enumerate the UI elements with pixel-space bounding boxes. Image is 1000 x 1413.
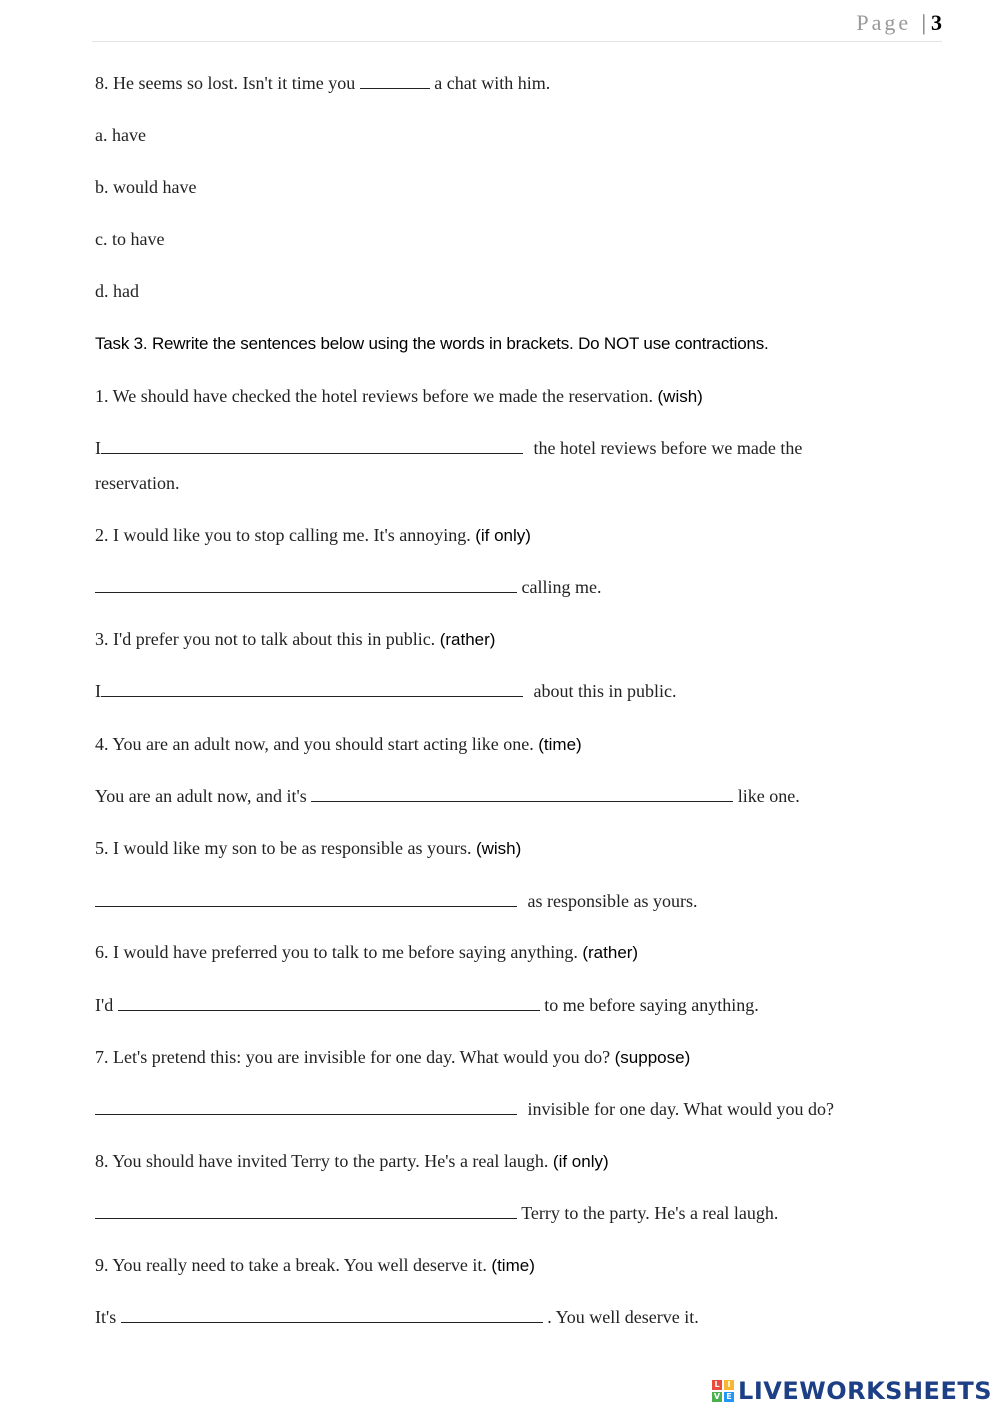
- option-d[interactable]: d. had: [95, 281, 139, 301]
- option-c[interactable]: c. to have: [95, 229, 165, 249]
- logo-letter: E: [724, 1392, 734, 1402]
- task-item-8-prompt: [95, 1150, 609, 1173]
- task-heading: Task 3. Rewrite the sentences below using the words in brackets. Do NOT use contractions.: [95, 334, 769, 353]
- answer-prefix: I'd: [95, 995, 114, 1015]
- keyword: (rather): [582, 943, 639, 962]
- option-b[interactable]: b. would have: [95, 177, 197, 197]
- task-item-2-prompt: [95, 524, 531, 547]
- task-item-7-answer: [95, 1098, 834, 1120]
- page-header: [856, 10, 942, 36]
- task-item-6-prompt: [95, 941, 638, 964]
- answer-blank[interactable]: [95, 1202, 517, 1219]
- prompt-text: 4. You are an adult now, and you should start acting like one.: [95, 734, 534, 754]
- task-item-3-prompt: [95, 628, 495, 651]
- answer-suffix: calling me.: [521, 577, 602, 597]
- answer-blank[interactable]: [95, 1098, 517, 1115]
- option-a[interactable]: a. have: [95, 125, 146, 145]
- keyword: (rather): [439, 630, 496, 649]
- keyword: (wish): [475, 839, 522, 858]
- keyword: (time): [491, 1256, 535, 1275]
- task-item-7-prompt: [95, 1046, 690, 1069]
- header-rule: [92, 41, 942, 42]
- answer-prefix: I: [95, 681, 101, 701]
- task-item-1-answer: [95, 437, 802, 459]
- task-item-4-answer: [95, 785, 800, 807]
- task-item-8-answer: [95, 1202, 778, 1224]
- answer-suffix: the hotel reviews before we made the: [533, 438, 803, 458]
- answer-suffix: like one.: [737, 786, 800, 806]
- answer-blank[interactable]: [95, 890, 517, 907]
- keyword: (suppose): [614, 1048, 691, 1067]
- answer-blank[interactable]: [121, 1306, 543, 1323]
- task-item-5-answer: [95, 890, 697, 912]
- answer-blank[interactable]: [311, 785, 733, 802]
- task-item-1-answer-cont: reservation.: [95, 473, 180, 493]
- answer-suffix: to me before saying anything.: [544, 995, 759, 1015]
- logo-letter: I: [724, 1380, 734, 1390]
- keyword: (if only): [475, 526, 531, 545]
- task-item-1-prompt: [95, 385, 703, 408]
- prompt-text: 1. We should have checked the hotel reviews before we made the reservation.: [95, 386, 653, 406]
- logo-letter: L: [712, 1380, 722, 1390]
- question-text-end: a chat with him.: [434, 73, 551, 93]
- logo-mark-icon: [712, 1380, 734, 1402]
- keyword: (time): [538, 735, 582, 754]
- answer-suffix: Terry to the party. He's a real laugh.: [521, 1203, 779, 1223]
- answer-blank[interactable]: [360, 72, 430, 89]
- logo-letter: V: [713, 1392, 721, 1401]
- task-item-9-answer: [95, 1306, 699, 1328]
- question-text: 8. He seems so lost. Isn't it time you: [95, 73, 356, 93]
- liveworksheets-logo[interactable]: [712, 1376, 992, 1406]
- prompt-text: 3. I'd prefer you not to talk about this in public.: [95, 629, 436, 649]
- task-item-9-prompt: [95, 1254, 535, 1277]
- keyword: (wish): [657, 387, 703, 406]
- answer-suffix: . You well deserve it.: [547, 1307, 699, 1327]
- task-item-4-prompt: [95, 733, 582, 756]
- answer-prefix: You are an adult now, and it's: [95, 786, 307, 806]
- answer-prefix: It's: [95, 1307, 117, 1327]
- task-item-6-answer: [95, 994, 759, 1016]
- mc-question-8: [95, 72, 550, 94]
- keyword: (if only): [552, 1152, 609, 1171]
- answer-blank[interactable]: [95, 576, 517, 593]
- answer-suffix: as responsible as yours.: [527, 891, 698, 911]
- prompt-text: 9. You really need to take a break. You well deserve it.: [95, 1255, 487, 1275]
- logo-text: LIVEWORKSHEETS: [738, 1377, 992, 1405]
- prompt-text: 6. I would have preferred you to talk to me before saying anything.: [95, 942, 578, 962]
- page-number: 3: [931, 10, 942, 35]
- answer-blank[interactable]: [101, 437, 523, 454]
- answer-prefix: I: [95, 438, 101, 458]
- answer-blank[interactable]: [118, 994, 540, 1011]
- prompt-text: 8. You should have invited Terry to the party. He's a real laugh.: [95, 1151, 549, 1171]
- prompt-text: 5. I would like my son to be as responsible as yours.: [95, 838, 472, 858]
- answer-suffix: invisible for one day. What would you do?: [527, 1099, 834, 1119]
- task-item-2-answer: [95, 576, 601, 598]
- prompt-text: 7. Let's pretend this: you are invisible for one day. What would you do?: [95, 1047, 611, 1067]
- page-separator: |: [921, 10, 929, 35]
- prompt-text: 2. I would like you to stop calling me. It's annoying.: [95, 525, 471, 545]
- answer-suffix: about this in public.: [533, 681, 677, 701]
- task-item-3-answer: [95, 680, 677, 702]
- answer-blank[interactable]: [101, 680, 523, 697]
- task-item-5-prompt: [95, 837, 521, 860]
- page-label: Page: [856, 10, 912, 35]
